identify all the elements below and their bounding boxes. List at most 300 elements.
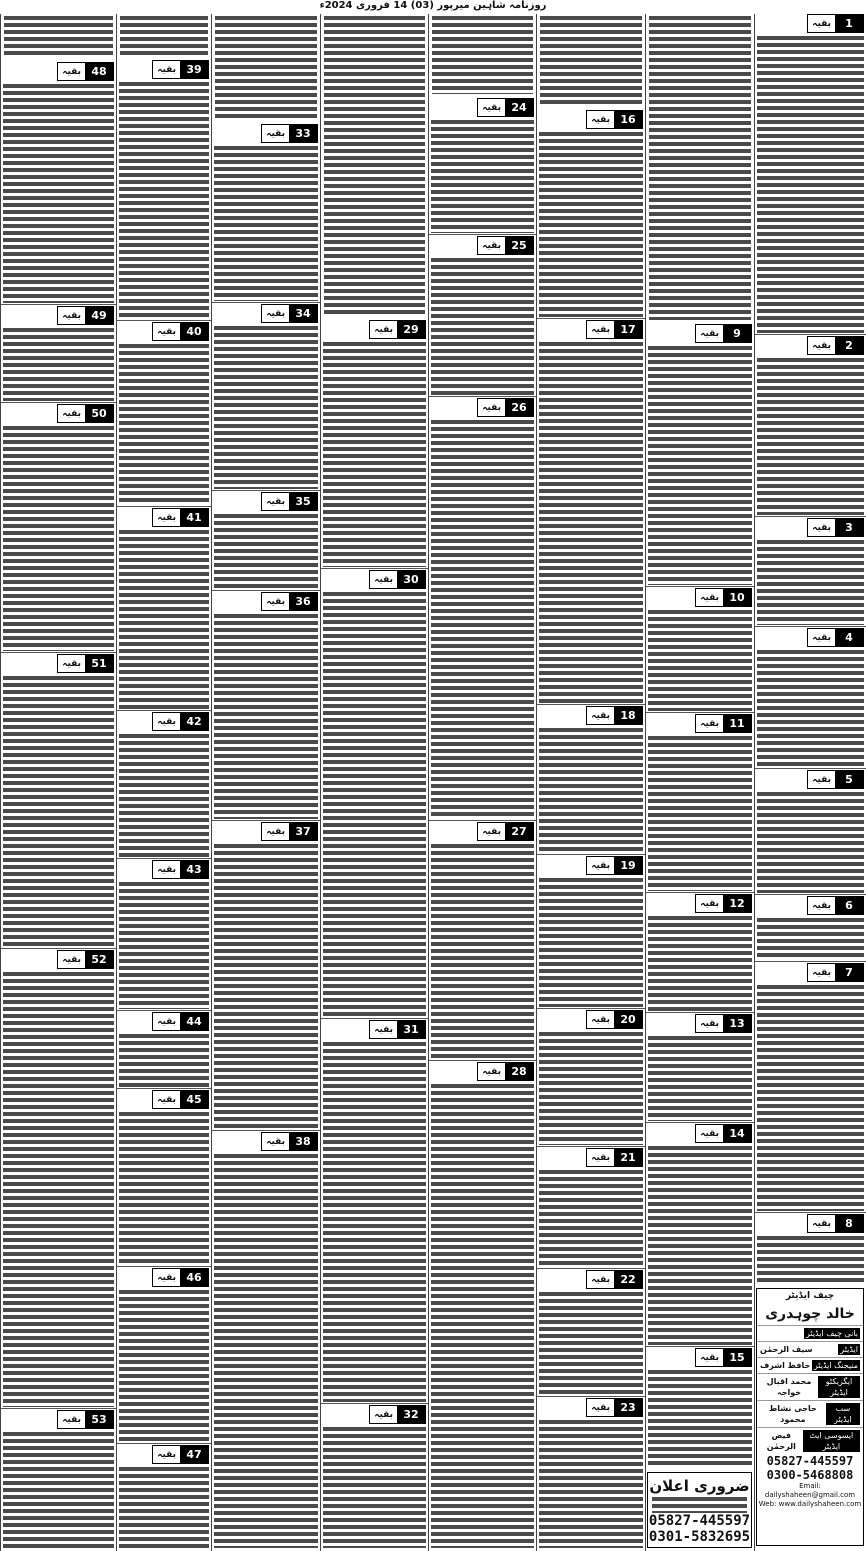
story-number: 1 xyxy=(835,15,863,32)
story-tag-label: بقیہ xyxy=(62,658,81,669)
story-tag xyxy=(807,1214,864,1233)
story-continuation xyxy=(119,322,209,505)
story-number: 28 xyxy=(505,1063,533,1080)
story-tag-label: بقیہ xyxy=(266,128,285,139)
story-number: 23 xyxy=(614,1399,642,1416)
story-tag xyxy=(695,1348,752,1367)
story-tag-label: بقیہ xyxy=(591,1152,610,1163)
story-number: 51 xyxy=(85,655,113,672)
staff-row xyxy=(757,1341,863,1357)
story-tag xyxy=(695,1124,752,1143)
story-continuation xyxy=(214,822,318,1129)
story-tag xyxy=(807,963,864,982)
story-tag xyxy=(57,404,114,423)
story-tag-label: بقیہ xyxy=(157,1016,176,1027)
story-tag-label: بقیہ xyxy=(62,408,81,419)
story-tag-label: بقیہ xyxy=(812,967,831,978)
story-continuation xyxy=(119,1268,209,1442)
article-text xyxy=(431,120,534,233)
news-column xyxy=(0,14,116,1551)
story-tag xyxy=(57,306,114,325)
story-number: 6 xyxy=(835,897,863,914)
article-text xyxy=(214,1154,318,1548)
story-number: 39 xyxy=(180,61,208,78)
story-continuation xyxy=(214,304,318,489)
story-tag xyxy=(586,1148,643,1167)
story-continuation xyxy=(648,1348,752,1467)
story-continuation xyxy=(119,508,209,709)
story-tag-label: بقیہ xyxy=(700,1128,719,1139)
story-number: 49 xyxy=(85,307,113,324)
story-continuation xyxy=(119,1445,209,1548)
article-text xyxy=(648,1370,752,1467)
article-text xyxy=(119,1034,209,1087)
story-tag-label: بقیہ xyxy=(591,324,610,335)
masthead-box xyxy=(756,1288,864,1546)
story-number: 42 xyxy=(180,713,208,730)
staff-role: ایسوسی ایٹ ایڈیٹر xyxy=(803,1430,860,1452)
story-continuation xyxy=(431,822,534,1059)
article-text xyxy=(539,878,643,1007)
story-number: 46 xyxy=(180,1269,208,1286)
story-tag xyxy=(369,320,426,339)
story-continuation xyxy=(757,1214,864,1283)
story-tag-label: بقیہ xyxy=(812,900,831,911)
article-text xyxy=(648,916,752,1011)
story-continuation xyxy=(3,404,114,651)
article-text xyxy=(757,1236,864,1283)
story-divider xyxy=(537,1396,645,1397)
article-text xyxy=(648,736,752,891)
story-continuation xyxy=(539,110,643,317)
article-text xyxy=(3,84,114,303)
story-tag xyxy=(586,110,643,129)
article-text xyxy=(648,1146,752,1345)
story-number: 19 xyxy=(614,857,642,874)
story-divider xyxy=(321,1018,428,1019)
story-continuation xyxy=(3,1410,114,1548)
website-link[interactable]: Web: www.dailyshaheen.com xyxy=(758,1500,862,1508)
staff-row xyxy=(757,1325,863,1341)
story-tag-label: بقیہ xyxy=(591,1402,610,1413)
story-continuation xyxy=(431,98,534,233)
story-divider xyxy=(117,506,211,507)
staff-row xyxy=(757,1373,863,1400)
article-text xyxy=(214,844,318,1129)
story-tag-label: بقیہ xyxy=(374,324,393,335)
story-number: 5 xyxy=(835,771,863,788)
staff-role: سب ایڈیٹر xyxy=(826,1403,860,1425)
story-tag-label: بقیہ xyxy=(700,328,719,339)
story-continuation xyxy=(214,1132,318,1548)
story-tag-label: بقیہ xyxy=(591,710,610,721)
email-text: Email: dailyshaheen@gmail.com xyxy=(764,1482,856,1499)
story-tag xyxy=(152,1090,209,1109)
article-text xyxy=(757,792,864,893)
story-divider xyxy=(117,858,211,859)
story-divider xyxy=(429,234,536,235)
story-number: 32 xyxy=(397,1406,425,1423)
article-text xyxy=(757,985,864,1211)
story-divider xyxy=(755,1212,866,1213)
staff-role: ایگزیکٹو ایڈیٹر xyxy=(818,1376,860,1398)
article-text xyxy=(431,1084,534,1548)
story-tag-label: بقیہ xyxy=(812,632,831,643)
article-text xyxy=(757,650,864,767)
story-tag xyxy=(477,398,534,417)
story-number: 26 xyxy=(505,399,533,416)
article-text xyxy=(119,82,209,319)
story-number: 20 xyxy=(614,1011,642,1028)
story-number: 40 xyxy=(180,323,208,340)
story-divider xyxy=(1,1408,116,1409)
story-number: 7 xyxy=(835,964,863,981)
story-tag xyxy=(807,518,864,537)
staff-role: بانی چیف ایڈیٹر xyxy=(806,1329,858,1338)
story-continuation xyxy=(3,654,114,947)
story-number: 21 xyxy=(614,1149,642,1166)
story-number: 45 xyxy=(180,1091,208,1108)
phone-number: 0301-5832695 xyxy=(648,1529,751,1545)
story-divider xyxy=(755,516,866,517)
article-text xyxy=(323,342,426,567)
story-tag-label: بقیہ xyxy=(374,1024,393,1035)
article-text xyxy=(431,258,534,395)
article-text xyxy=(539,728,643,853)
staff-row xyxy=(757,1400,863,1427)
story-number: 14 xyxy=(723,1125,751,1142)
article-text xyxy=(323,1042,426,1402)
story-divider xyxy=(537,318,645,319)
story-tag-label: بقیہ xyxy=(157,1094,176,1105)
notice-title: ضروری اعلان xyxy=(649,1477,750,1495)
staff-row xyxy=(757,1427,863,1454)
story-tag-label: بقیہ xyxy=(157,64,176,75)
story-divider xyxy=(429,1060,536,1061)
article-text xyxy=(539,1292,643,1395)
story-tag xyxy=(586,1010,643,1029)
story-divider xyxy=(646,586,754,587)
story-number: 53 xyxy=(85,1411,113,1428)
story-tag-label: بقیہ xyxy=(62,310,81,321)
story-continuation xyxy=(648,324,752,585)
story-continuation xyxy=(214,592,318,819)
story-continuation xyxy=(119,1012,209,1087)
story-continuation xyxy=(539,706,643,853)
story-number: 30 xyxy=(397,571,425,588)
news-column xyxy=(536,14,645,1551)
story-tag-label: بقیہ xyxy=(266,826,285,837)
article-text xyxy=(119,1467,209,1548)
story-divider xyxy=(646,1346,754,1347)
story-tag-label: بقیہ xyxy=(374,1409,393,1420)
story-continuation xyxy=(214,124,318,301)
story-continuation xyxy=(539,1270,643,1395)
story-tag xyxy=(152,322,209,341)
story-tag xyxy=(369,1405,426,1424)
story-divider xyxy=(755,768,866,769)
article-text xyxy=(120,16,208,56)
story-tag xyxy=(695,588,752,607)
notice-box xyxy=(647,1472,752,1548)
story-tag xyxy=(807,14,864,33)
story-tag xyxy=(807,628,864,647)
article-text xyxy=(648,346,752,585)
story-tag-label: بقیہ xyxy=(62,954,81,965)
story-tag xyxy=(477,236,534,255)
story-number: 25 xyxy=(505,237,533,254)
story-divider xyxy=(321,568,428,569)
story-continuation xyxy=(214,492,318,589)
article-text xyxy=(3,426,114,651)
article-text xyxy=(539,1420,643,1548)
story-tag-label: بقیہ xyxy=(374,574,393,585)
story-continuation xyxy=(648,714,752,891)
story-continuation xyxy=(757,770,864,893)
story-tag xyxy=(152,1012,209,1031)
phone-number: 05827-445597 xyxy=(648,1513,751,1529)
story-tag-label: بقیہ xyxy=(482,826,501,837)
article-text xyxy=(214,146,318,301)
article-text xyxy=(432,16,533,94)
story-tag-label: بقیہ xyxy=(482,102,501,113)
article-text xyxy=(119,530,209,709)
story-tag-label: بقیہ xyxy=(812,522,831,533)
story-tag xyxy=(57,950,114,969)
staff-name: سیف الرحمٰن xyxy=(760,1345,813,1354)
story-divider xyxy=(755,626,866,627)
story-tag xyxy=(152,1445,209,1464)
story-tag xyxy=(477,1062,534,1081)
story-tag-label: بقیہ xyxy=(591,1274,610,1285)
story-number: 15 xyxy=(723,1349,751,1366)
story-tag xyxy=(807,336,864,355)
story-divider xyxy=(1,652,116,653)
story-continuation xyxy=(3,306,114,401)
story-divider xyxy=(1,402,116,403)
article-text xyxy=(431,420,534,819)
story-continuation xyxy=(119,860,209,1009)
news-column xyxy=(428,14,536,1551)
story-number: 11 xyxy=(723,715,751,732)
article-text xyxy=(215,16,317,120)
story-tag-label: بقیہ xyxy=(157,864,176,875)
story-divider xyxy=(646,1012,754,1013)
story-continuation xyxy=(648,588,752,711)
story-number: 35 xyxy=(289,493,317,510)
article-text xyxy=(119,1112,209,1265)
story-divider xyxy=(321,1403,428,1404)
story-continuation xyxy=(648,894,752,1011)
story-divider xyxy=(117,320,211,321)
story-continuation xyxy=(648,1124,752,1345)
story-tag-label: بقیہ xyxy=(157,512,176,523)
story-tag xyxy=(586,706,643,725)
story-number: 48 xyxy=(85,63,113,80)
staff-name: حاجی نشاط محمود xyxy=(768,1404,817,1424)
article-text xyxy=(3,676,114,947)
story-divider xyxy=(646,712,754,713)
story-tag xyxy=(807,896,864,915)
story-divider xyxy=(755,334,866,335)
story-tag xyxy=(695,894,752,913)
story-tag-label: بقیہ xyxy=(700,898,719,909)
story-number: 4 xyxy=(835,629,863,646)
story-tag xyxy=(261,822,318,841)
story-number: 31 xyxy=(397,1021,425,1038)
story-tag-label: بقیہ xyxy=(812,774,831,785)
story-tag-label: بقیہ xyxy=(812,340,831,351)
article-text xyxy=(539,342,643,703)
phone-number: 05827-445597 xyxy=(766,1454,854,1468)
story-tag-label: بقیہ xyxy=(157,1272,176,1283)
story-continuation xyxy=(119,712,209,857)
story-number: 44 xyxy=(180,1013,208,1030)
story-continuation xyxy=(119,60,209,319)
story-number: 34 xyxy=(289,305,317,322)
story-continuation xyxy=(757,963,864,1211)
story-continuation xyxy=(323,320,426,567)
story-number: 41 xyxy=(180,509,208,526)
story-number: 36 xyxy=(289,593,317,610)
story-divider xyxy=(429,396,536,397)
news-column xyxy=(320,14,428,1551)
article-text xyxy=(648,610,752,711)
story-tag xyxy=(695,714,752,733)
story-continuation xyxy=(431,398,534,819)
staff-row xyxy=(757,1357,863,1373)
article-text xyxy=(540,16,642,106)
story-divider xyxy=(212,820,320,821)
story-tag-label: بقیہ xyxy=(482,240,501,251)
article-text xyxy=(757,540,864,625)
story-continuation xyxy=(757,518,864,625)
story-continuation xyxy=(648,1014,752,1121)
story-number: 38 xyxy=(289,1133,317,1150)
article-text xyxy=(119,344,209,505)
story-divider xyxy=(537,1008,645,1009)
chief-editor-name: خالد چوہدری xyxy=(765,1306,855,1322)
story-tag xyxy=(807,770,864,789)
article-text xyxy=(4,16,113,58)
story-tag-label: بقیہ xyxy=(591,860,610,871)
story-divider xyxy=(1,304,116,305)
story-divider xyxy=(212,1130,320,1131)
story-tag-label: بقیہ xyxy=(812,1218,831,1229)
article-text xyxy=(757,918,864,960)
story-number: 17 xyxy=(614,321,642,338)
story-tag xyxy=(261,124,318,143)
article-text xyxy=(324,16,425,316)
story-number: 24 xyxy=(505,99,533,116)
notice-text xyxy=(652,1497,747,1513)
article-text xyxy=(214,326,318,489)
staff-list xyxy=(757,1325,863,1454)
story-tag xyxy=(57,1410,114,1429)
story-tag xyxy=(586,1270,643,1289)
story-continuation xyxy=(757,14,864,333)
story-number: 3 xyxy=(835,519,863,536)
story-number: 50 xyxy=(85,405,113,422)
story-tag-label: بقیہ xyxy=(812,18,831,29)
story-continuation xyxy=(757,336,864,515)
story-number: 47 xyxy=(180,1446,208,1463)
story-tag-label: بقیہ xyxy=(700,718,719,729)
story-divider xyxy=(755,961,866,962)
article-text xyxy=(3,1432,114,1548)
story-continuation xyxy=(539,1148,643,1267)
story-divider xyxy=(117,1010,211,1011)
story-continuation xyxy=(119,1090,209,1265)
story-tag-label: بقیہ xyxy=(266,308,285,319)
story-tag xyxy=(57,654,114,673)
story-tag-label: بقیہ xyxy=(62,1414,81,1425)
article-text xyxy=(649,16,751,320)
story-number: 52 xyxy=(85,951,113,968)
story-tag xyxy=(152,712,209,731)
article-text xyxy=(323,592,426,1017)
story-continuation xyxy=(431,1062,534,1548)
story-tag xyxy=(261,592,318,611)
story-tag xyxy=(261,492,318,511)
story-divider xyxy=(537,1146,645,1147)
article-text xyxy=(119,1290,209,1442)
story-divider xyxy=(117,1443,211,1444)
staff-name: فیض الرحمٰن xyxy=(766,1431,796,1451)
story-divider xyxy=(537,854,645,855)
story-number: 10 xyxy=(723,589,751,606)
page-header: روزنامہ شاہین میرپور (03) 14 فروری 2024ء xyxy=(319,0,547,11)
story-tag-label: بقیہ xyxy=(157,1449,176,1460)
story-tag-label: بقیہ xyxy=(482,1066,501,1077)
article-text xyxy=(539,1032,643,1145)
story-tag xyxy=(586,856,643,875)
story-tag xyxy=(477,822,534,841)
story-number: 13 xyxy=(723,1015,751,1032)
story-tag-label: بقیہ xyxy=(482,402,501,413)
story-tag-label: بقیہ xyxy=(700,1352,719,1363)
story-divider xyxy=(537,704,645,705)
story-continuation xyxy=(431,236,534,395)
story-number: 27 xyxy=(505,823,533,840)
story-tag xyxy=(369,1020,426,1039)
staff-role: ایڈیٹر xyxy=(840,1345,858,1354)
article-text xyxy=(539,132,643,317)
story-divider xyxy=(212,302,320,303)
article-text xyxy=(757,36,864,333)
story-tag xyxy=(586,1398,643,1417)
story-tag-label: بقیہ xyxy=(591,1014,610,1025)
story-divider xyxy=(755,894,866,895)
article-text xyxy=(431,844,534,1059)
story-tag-label: بقیہ xyxy=(157,326,176,337)
story-divider xyxy=(646,892,754,893)
story-tag xyxy=(152,60,209,79)
article-text xyxy=(539,1170,643,1267)
story-tag xyxy=(369,570,426,589)
story-tag-label: بقیہ xyxy=(700,1018,719,1029)
story-continuation xyxy=(757,628,864,767)
story-divider xyxy=(646,1122,754,1123)
article-text xyxy=(648,1036,752,1121)
staff-name: حافظ اشرف xyxy=(760,1361,811,1370)
story-tag xyxy=(586,320,643,339)
story-continuation xyxy=(3,950,114,1407)
story-number: 2 xyxy=(835,337,863,354)
story-tag-label: بقیہ xyxy=(266,496,285,507)
news-column xyxy=(116,14,211,1551)
story-tag xyxy=(477,98,534,117)
